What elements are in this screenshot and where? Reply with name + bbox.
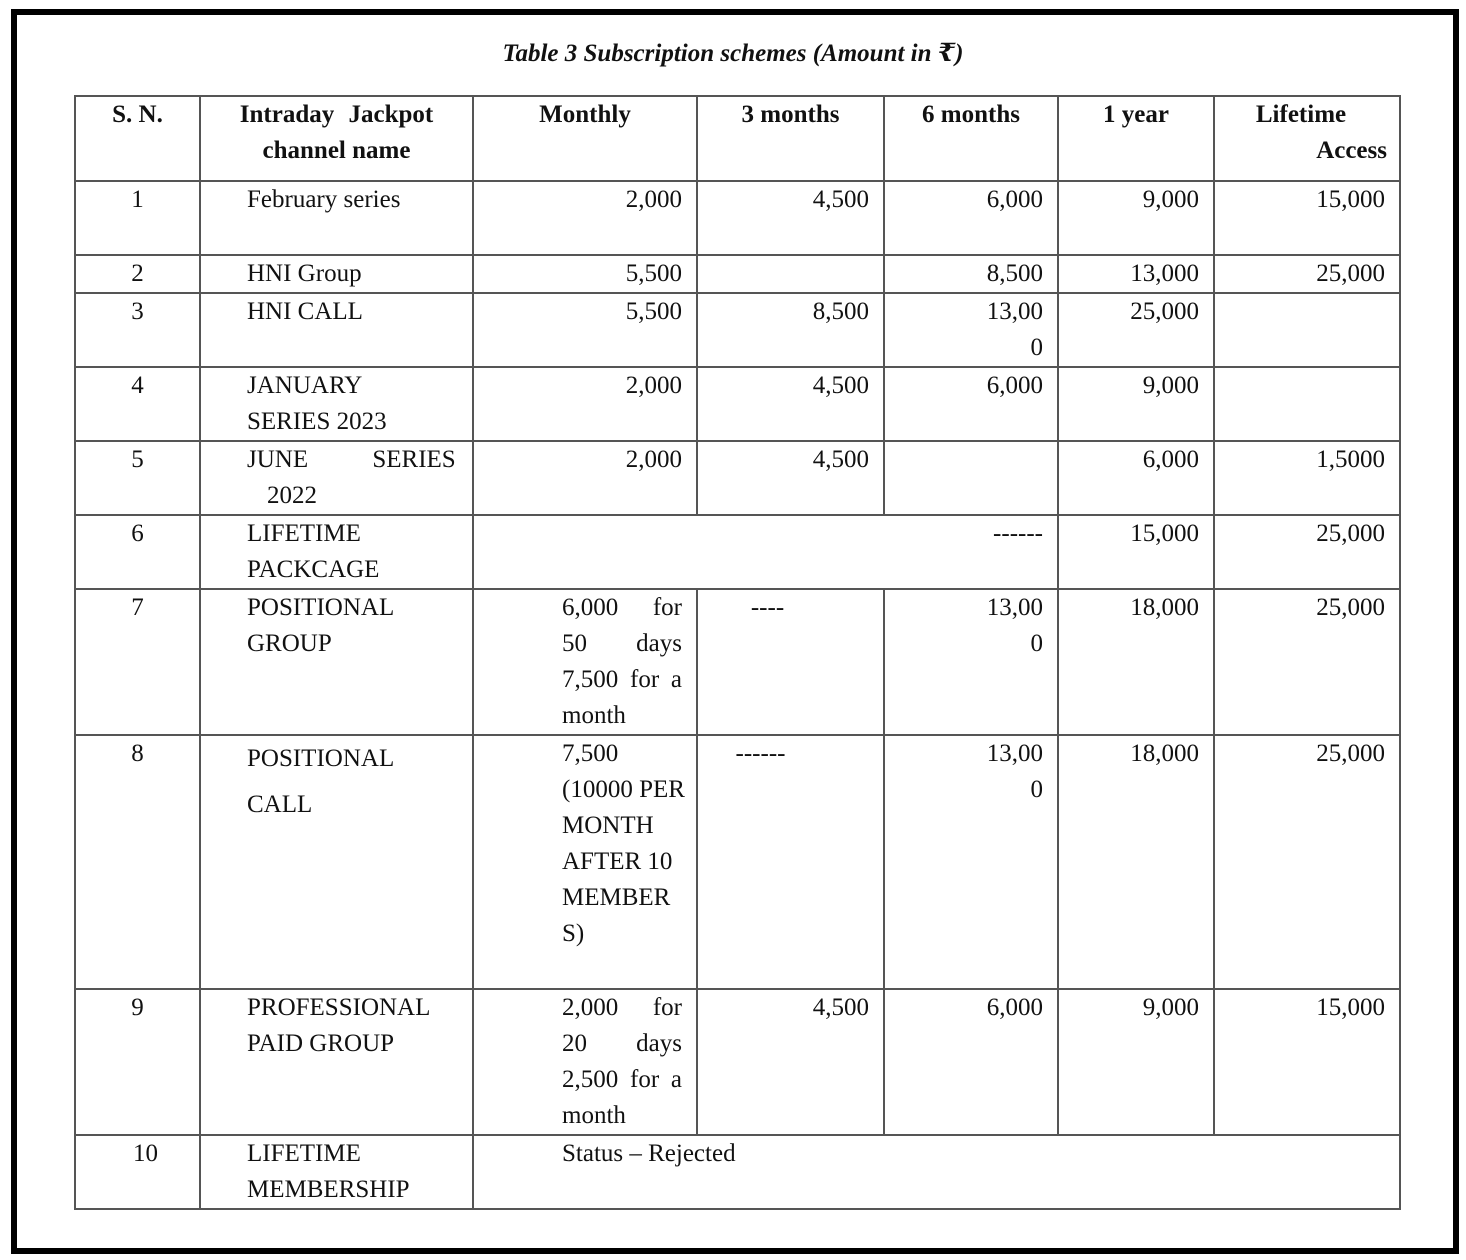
cell-1-year: 13,000 [1058,255,1214,293]
cell-channel-name: HNI CALL [200,293,473,367]
cell-lifetime: 15,000 [1214,181,1400,255]
table-row [75,441,1400,515]
cell-6-months: 6,000 [884,989,1058,1135]
table-row [75,1135,1400,1209]
header-channel-name-line2: channel name [262,137,411,164]
table-row [75,181,1400,255]
cell-1-year: 9,000 [1058,367,1214,441]
header-channel-name-line1: Intraday Jackpot [239,101,434,128]
cell-monthly: 2,000 for 20 days 2,500 for a month [473,989,697,1135]
cell-1-year: 18,000 [1058,589,1214,735]
cell-6-months: 6,000 [884,367,1058,441]
cell-sn: 1 [75,181,200,255]
cell-3-months: 4,500 [697,367,884,441]
table-row [75,367,1400,441]
cell-channel-name: POSITIONAL GROUP [200,589,473,735]
cell-monthly: 5,500 [473,293,697,367]
cell-channel-name: LIFETIME PACKCAGE [200,515,473,589]
cell-sn: 10 [75,1135,200,1209]
cell-sn: 8 [75,735,200,989]
cell-lifetime [1214,367,1400,441]
cell-6-months: 6,000 [884,181,1058,255]
cell-6-months: 13,00 0 [884,589,1058,735]
cell-3-months: 4,500 [697,181,884,255]
cell-6-months [884,441,1058,515]
header-lifetime-access [1214,96,1400,181]
cell-6-months: 13,00 0 [884,293,1058,367]
header-row [75,96,1400,181]
cell-1-year: 9,000 [1058,181,1214,255]
cell-channel-name: February series [200,181,473,255]
cell-monthly: 5,500 [473,255,697,293]
cell-lifetime: 25,000 [1214,255,1400,293]
cell-3-months: ---- [697,589,884,735]
cell-sn: 2 [75,255,200,293]
header-sn: S. N. [75,96,200,181]
cell-sn: 7 [75,589,200,735]
table-caption: Table 3 Subscription schemes (Amount in ₹) [502,40,964,67]
cell-channel-name: POSITIONAL CALL [200,735,473,989]
cell-sn: 9 [75,989,200,1135]
cell-status: Status – Rejected [473,1135,1400,1209]
cell-monthly: 7,500 (10000 PER MONTH AFTER 10 MEMBER S) [473,735,697,989]
cell-3-months: 8,500 [697,293,884,367]
cell-sn: 6 [75,515,200,589]
header-lifetime-line2: Access [1316,137,1387,164]
cell-3-months [697,255,884,293]
cell-lifetime: 1,5000 [1214,441,1400,515]
header-3-months: 3 months [697,96,884,181]
cell-1-year: 9,000 [1058,989,1214,1135]
cell-1-year: 15,000 [1058,515,1214,589]
cell-channel-name-line1: JUNE SERIES [247,446,456,473]
cell-lifetime: 25,000 [1214,589,1400,735]
cell-sn: 4 [75,367,200,441]
header-lifetime-line1: Lifetime [1255,101,1347,128]
cell-3-months: 4,500 [697,441,884,515]
cell-1-year: 25,000 [1058,293,1214,367]
cell-6-months: 13,00 0 [884,735,1058,989]
header-6-months: 6 months [884,96,1058,181]
cell-lifetime [1214,293,1400,367]
cell-monthly: 2,000 [473,441,697,515]
cell-6-months: 8,500 [884,255,1058,293]
cell-lifetime: 25,000 [1214,515,1400,589]
cell-channel-name: HNI Group [200,255,473,293]
cell-3-months: ------ [697,735,884,989]
cell-3-months: 4,500 [697,989,884,1135]
cell-1-year: 6,000 [1058,441,1214,515]
cell-merged-monthly-6-months: ------ [473,515,1058,589]
table-row [75,735,1400,989]
header-1-year: 1 year [1058,96,1214,181]
header-channel-name [200,96,473,181]
cell-monthly: 2,000 [473,181,697,255]
table-row [75,989,1400,1135]
table-row [75,515,1400,589]
table-row [75,589,1400,735]
table-row [75,293,1400,367]
cell-1-year: 18,000 [1058,735,1214,989]
cell-lifetime: 25,000 [1214,735,1400,989]
cell-channel-name-line2: 2022 [267,482,317,509]
cell-monthly: 2,000 [473,367,697,441]
cell-monthly: 6,000 for 50 days 7,500 for a month [473,589,697,735]
cell-lifetime: 15,000 [1214,989,1400,1135]
subscription-table [74,95,1401,1210]
cell-channel-name [200,441,473,515]
cell-channel-name: JANUARY SERIES 2023 [200,367,473,441]
cell-sn: 3 [75,293,200,367]
cell-channel-name: PROFESSIONAL PAID GROUP [200,989,473,1135]
header-monthly: Monthly [473,96,697,181]
table-row [75,255,1400,293]
cell-sn: 5 [75,441,200,515]
cell-channel-name: LIFETIME MEMBERSHIP [200,1135,473,1209]
